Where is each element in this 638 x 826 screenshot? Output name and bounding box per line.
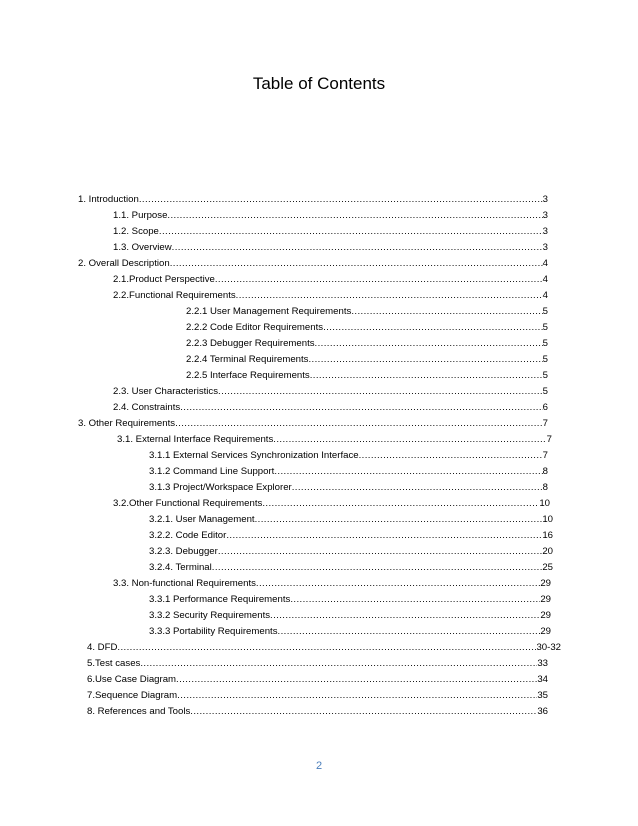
toc-entry[interactable] [149,594,551,606]
toc-entry-label: 3.1.1 External Services Synchronization Interface [149,450,359,461]
toc-entry-label: 2.2.4 Terminal Requirements [186,354,309,365]
toc-entry-label: 3.2.4. Terminal [149,562,212,573]
toc-entry-page: 20 [542,546,553,557]
toc-entry[interactable] [149,466,548,478]
toc-entry[interactable] [113,226,548,238]
toc-entry-page: 3 [542,194,548,205]
toc-entry-page: 16 [542,530,553,541]
toc-entry[interactable] [113,402,548,414]
toc-entry[interactable] [186,370,548,382]
toc-entry-label: 3.1. External Interface Requirements [117,434,274,445]
toc-entry-page: 5 [542,386,548,397]
toc-entry-page: 36 [537,706,548,717]
toc-entry[interactable] [113,210,548,222]
toc-entry-label: 3.1.3 Project/Workspace Explorer [149,482,292,493]
toc-entry-label: 2.4. Constraints [113,402,181,413]
toc-entry-label: 6.Use Case Diagram [87,674,177,685]
toc-entry-label: 2.2.5 Interface Requirements [186,370,310,381]
dot-leader [290,594,540,606]
toc-entry-page: 7 [542,418,548,429]
dot-leader [255,514,543,526]
dot-leader [323,322,543,334]
toc-entry[interactable] [78,194,548,206]
toc-entry-label: 3.3.2 Security Requirements [149,610,271,621]
toc-entry[interactable] [149,514,553,526]
toc-entry-label: 2.3. User Characteristics [113,386,219,397]
toc-entry[interactable] [149,626,551,638]
dot-leader [226,530,542,542]
toc-entry[interactable] [117,434,552,446]
toc-entry-page: 29 [540,594,551,605]
toc-entry[interactable] [186,338,548,350]
dot-leader [315,338,543,350]
toc-entry-page: 7 [546,434,552,445]
toc-entry-label: 8. References and Tools [87,706,191,717]
toc-entry[interactable] [87,642,561,654]
toc-entry-page: 30-32 [536,642,561,653]
toc-entry[interactable] [87,706,548,718]
dot-leader [176,674,537,686]
toc-entry[interactable] [87,690,548,702]
toc-entry-label: 3.3.1 Performance Requirements [149,594,291,605]
toc-entry[interactable] [113,498,550,510]
dot-leader [139,194,543,206]
toc-entry-page: 35 [537,690,548,701]
toc-entry-page: 10 [539,498,550,509]
dot-leader [278,626,541,638]
toc-entry[interactable] [149,562,553,574]
toc-entry-page: 34 [537,674,548,685]
dot-leader [308,354,542,366]
dot-leader [310,370,543,382]
toc-entry[interactable] [87,658,548,670]
toc-entry[interactable] [113,290,548,302]
toc-entry-page: 4 [542,274,548,285]
dot-leader [270,610,540,622]
toc-entry[interactable] [113,242,548,254]
toc-entry[interactable] [149,610,551,622]
toc-entry-label: 2.2.2 Code Editor Requirements [186,322,324,333]
toc-entry-label: 3. Other Requirements [78,418,176,429]
dot-leader [175,418,543,430]
toc-entry-label: 3.2.Other Functional Requirements [113,498,263,509]
toc-entry-label: 2. Overall Description [78,258,170,269]
dot-leader [167,210,542,222]
dot-leader [215,274,543,286]
toc-entry-label: 5.Test cases [87,658,141,669]
dot-leader [170,258,543,270]
dot-leader [140,658,537,670]
dot-leader [351,306,542,318]
dot-leader [177,690,537,702]
dot-leader [256,578,540,590]
toc-entry-page: 4 [542,290,548,301]
toc-entry-page: 7 [542,450,548,461]
page-number: 2 [315,760,323,772]
toc-entry-label: 1.1. Purpose [113,210,168,221]
dot-leader [212,562,543,574]
toc-entry[interactable] [113,386,548,398]
toc-entry-page: 5 [542,338,548,349]
toc-entry[interactable] [186,354,548,366]
dot-leader [218,386,543,398]
toc-entry-page: 29 [540,578,551,589]
toc-entry-page: 5 [542,370,548,381]
toc-entry[interactable] [149,546,553,558]
toc-entry-label: 3.1.2 Command Line Support [149,466,275,477]
toc-entry-page: 3 [542,210,548,221]
toc-entry[interactable] [149,450,548,462]
toc-entry[interactable] [78,418,548,430]
toc-entry[interactable] [113,274,548,286]
toc-entry-label: 2.1.Product Perspective [113,274,215,285]
toc-entry[interactable] [149,530,553,542]
dot-leader [180,402,542,414]
toc-entry-label: 3.3.3 Portability Requirements [149,626,278,637]
toc-entry-page: 8 [542,466,548,477]
toc-entry-page: 29 [540,610,551,621]
toc-entry-page: 5 [542,354,548,365]
dot-leader [274,466,542,478]
toc-entry-label: 1.2. Scope [113,226,159,237]
toc-entry[interactable] [113,578,551,590]
toc-entry-page: 5 [542,322,548,333]
dot-leader [236,290,543,302]
toc-entry[interactable] [87,674,548,686]
toc-entry[interactable] [186,306,548,318]
dot-leader [218,546,543,558]
dot-leader [172,242,543,254]
toc-entry[interactable] [149,482,548,494]
toc-entry-label: 2.2.Functional Requirements [113,290,236,301]
dot-leader [262,498,539,510]
toc-entry-label: 1. Introduction [78,194,139,205]
dot-leader [159,226,543,238]
toc-entry-page: 3 [542,242,548,253]
toc-entry-label: 3.2.3. Debugger [149,546,218,557]
toc-entry-label: 3.2.1. User Management [149,514,255,525]
toc-entry-page: 29 [540,626,551,637]
toc-entry-label: 3.2.2. Code Editor [149,530,227,541]
toc-entry-page: 25 [542,562,553,573]
toc-entry-page: 5 [542,306,548,317]
toc-entry-page: 8 [542,482,548,493]
dot-leader [292,482,543,494]
toc-entry[interactable] [78,258,548,270]
toc-entry-page: 4 [542,258,548,269]
toc-entry-label: 7.Sequence Diagram [87,690,178,701]
toc-entry[interactable] [186,322,548,334]
dot-leader [190,706,537,718]
toc-entry-label: 4. DFD [87,642,118,653]
toc-entry-page: 10 [542,514,553,525]
toc-entry-label: 2.2.1 User Management Requirements [186,306,352,317]
toc-entry-label: 2.2.3 Debugger Requirements [186,338,315,349]
toc-entry-label: 3.3. Non-functional Requirements [113,578,256,589]
dot-leader [273,434,546,446]
toc-title: Table of Contents [252,74,386,93]
dot-leader [359,450,543,462]
toc-entry-page: 6 [542,402,548,413]
toc-entry-page: 3 [542,226,548,237]
toc-entry-label: 1.3. Overview [113,242,172,253]
dot-leader [117,642,536,654]
toc-entry-page: 33 [537,658,548,669]
